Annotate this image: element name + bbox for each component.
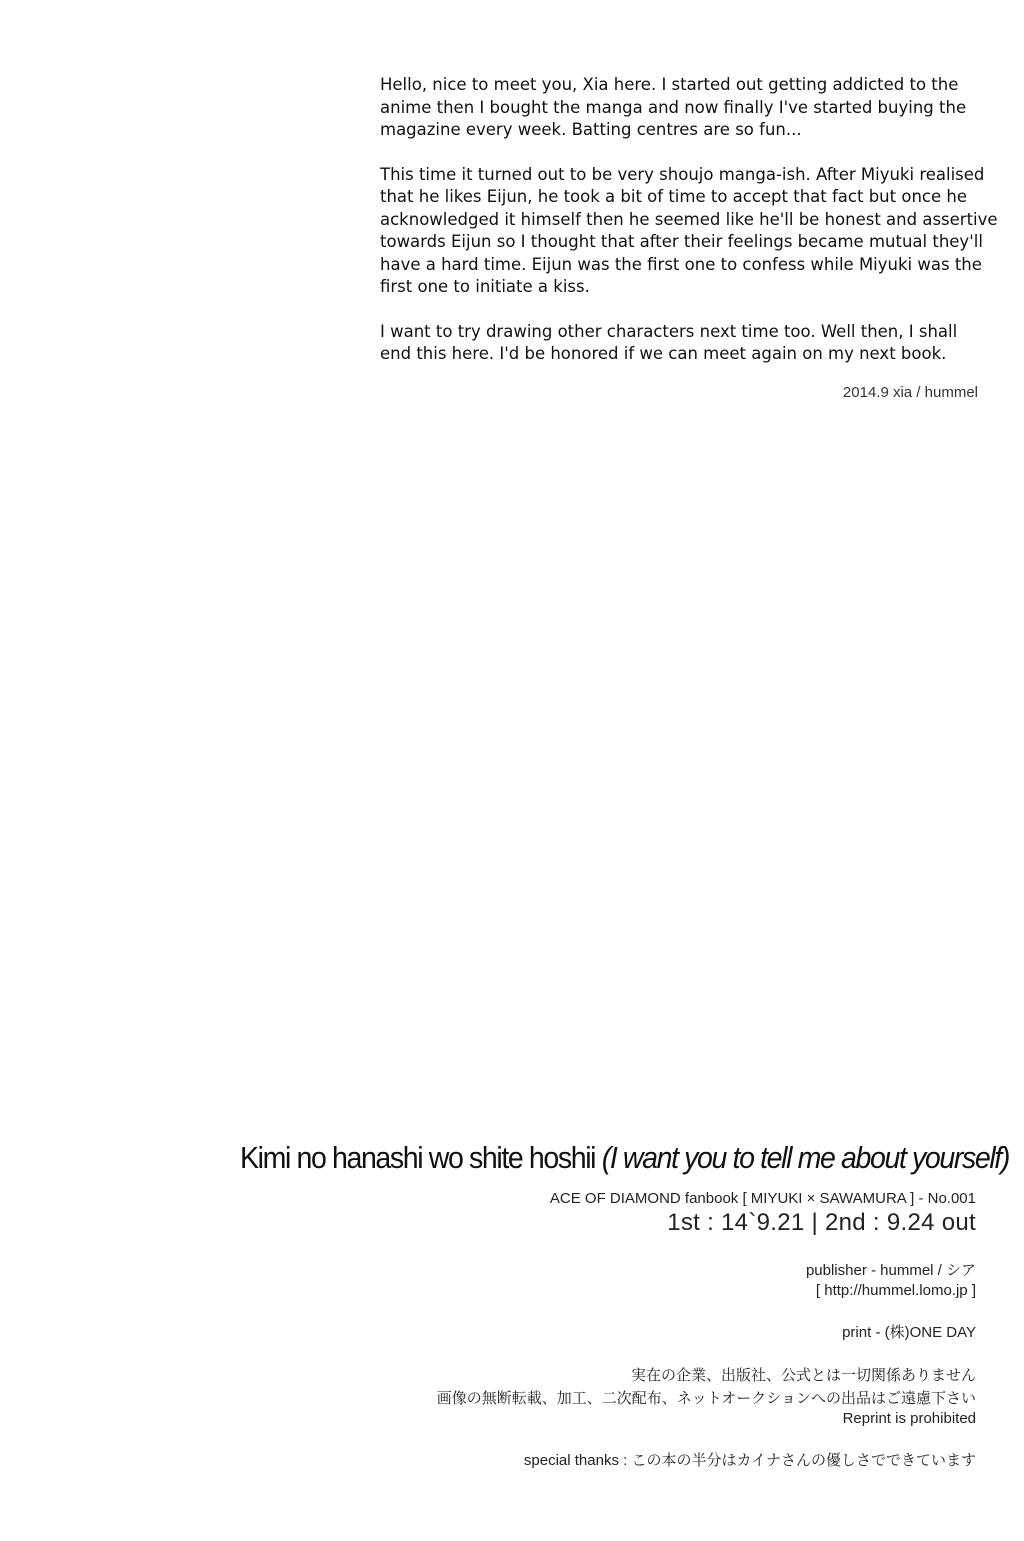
afterword: [380, 74, 1000, 388]
release-dates: 1st : 14`9.21 | 2nd : 9.24 out: [667, 1209, 976, 1236]
afterword-paragraph-3: I want to try drawing other characters next time too. Well then, I shall end this here. I'd be honored if we can meet again on my next book.: [380, 321, 958, 363]
printer-line: print - (株)ONE DAY: [842, 1324, 976, 1341]
book-title-translation: (I want you to tell me about yourself): [601, 1140, 1009, 1175]
publisher-url: [ http://hummel.lomo.jp ]: [815, 1282, 976, 1299]
book-title: [240, 1140, 1009, 1176]
special-thanks: special thanks : この本の半分はカイナさんの優しさでできています: [523, 1452, 976, 1469]
afterword-paragraph-1: Hello, nice to meet you, Xia here. I started out getting addicted to the anime then I bought the manga and now finally I've started buying the magazine every week. Batting centres are so fun...: [380, 75, 967, 139]
reprint-notice: Reprint is prohibited: [842, 1410, 976, 1427]
disclaimer-line: 実在の企業、出版社、公式とは一切関係ありません: [630, 1367, 976, 1384]
book-title-main: Kimi no hanashi wo shite hoshii: [240, 1140, 596, 1175]
afterword-signature: 2014.9 xia / hummel: [842, 384, 978, 401]
prohibition-line: 画像の無断転載、加工、二次配布、ネットオークションへの出品はご遠慮下さい: [436, 1390, 976, 1407]
fanbook-line: ACE OF DIAMOND fanbook [ MIYUKI × SAWAMURA ] - No.001: [549, 1190, 976, 1207]
afterword-paragraph-2: This time it turned out to be very shoujo manga-ish. After Miyuki realised that he likes Eijun, he took a bit of time to accept that fact but once he acknowledged it himself then he seemed like he'll be honest and assertive towards Eijun so I thought that after their feelings became mutual they'll have a hard time. Eijun was the first one to confess while Miyuki was the first one to initiate a kiss.: [380, 164, 998, 296]
colophon: [176, 1140, 1009, 1470]
publisher-line: publisher - hummel / シア: [805, 1262, 976, 1279]
